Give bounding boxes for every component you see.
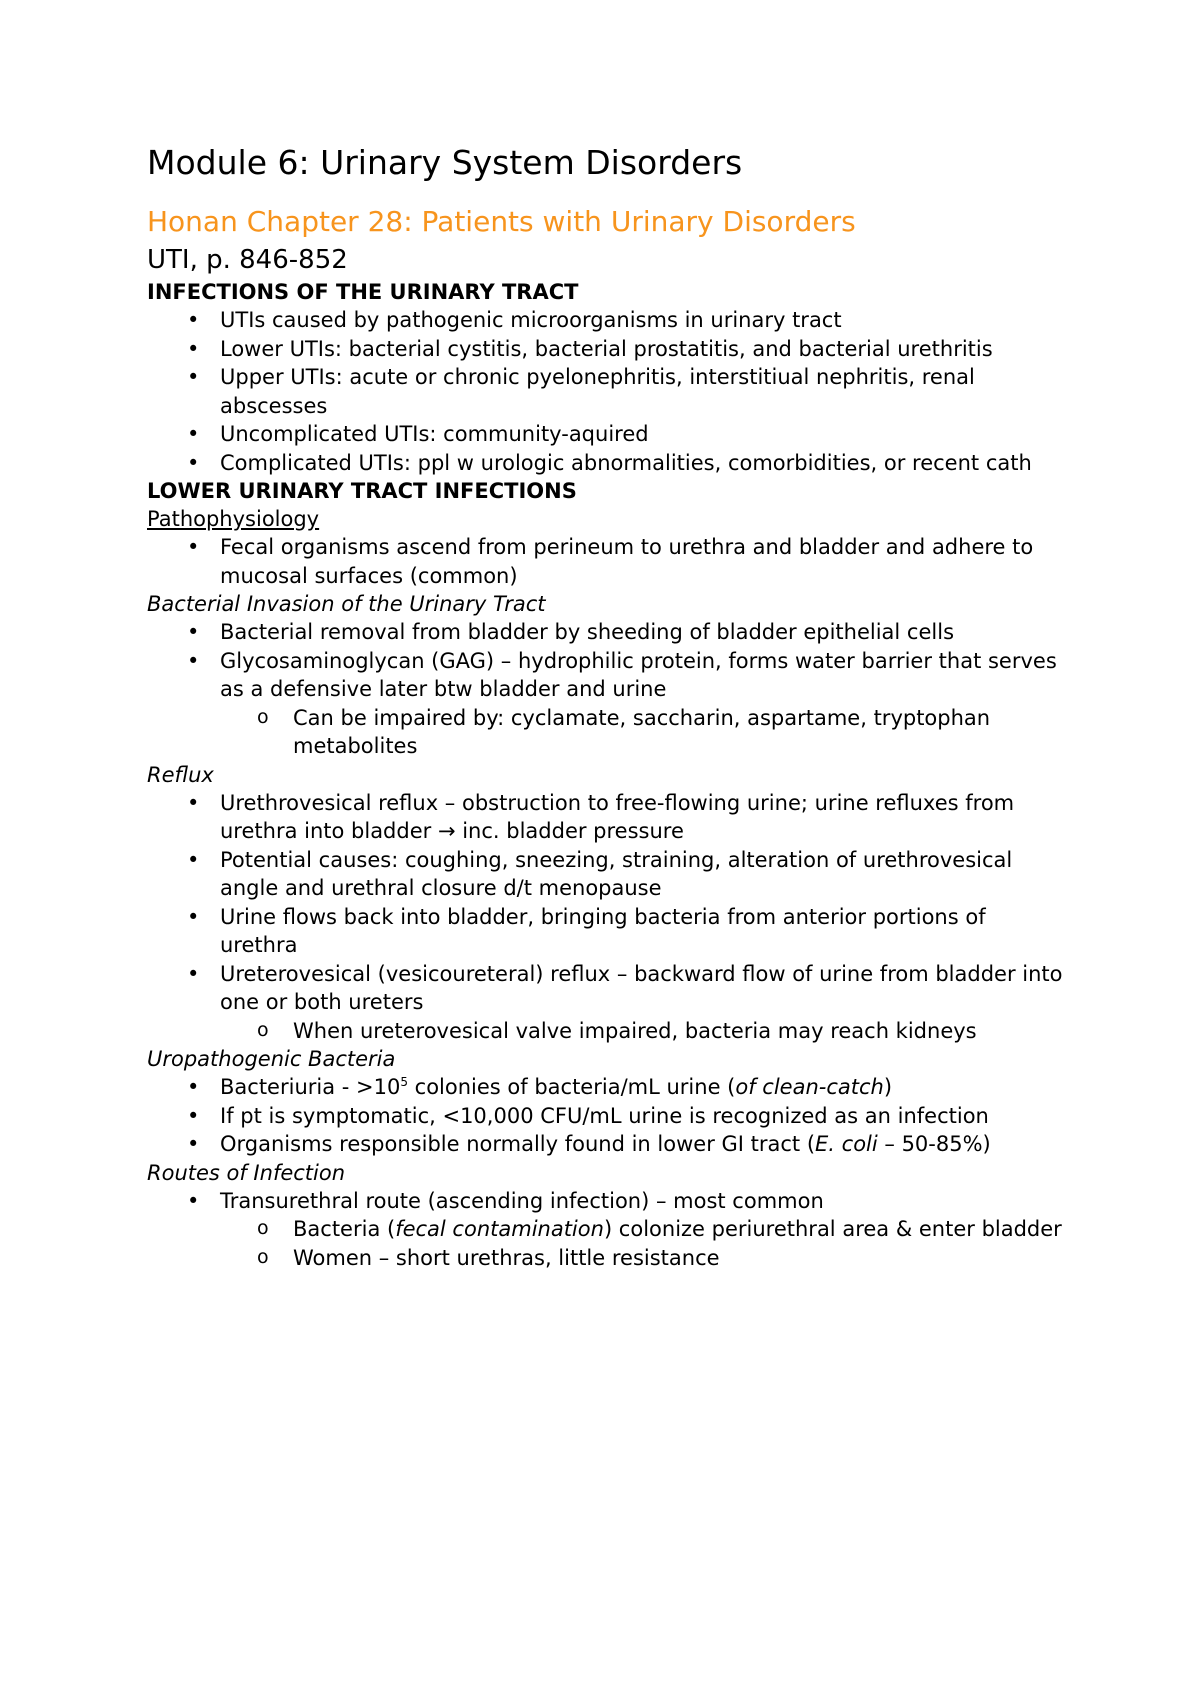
- sub-list: [220, 1017, 1067, 1046]
- list-item: • Transurethral route (ascending infection) – most common o Bacteria (fecal contamination) colonize periurethral area & enter bladder o Women – short urethras, little resistance: [147, 1187, 1067, 1273]
- bullet-icon: •: [187, 365, 200, 389]
- subheading-routes: Routes of Infection: [147, 1160, 346, 1185]
- list-item: • Uncomplicated UTIs: community-aquired: [147, 420, 1067, 449]
- superscript: 5: [400, 1075, 408, 1089]
- bullet-icon: •: [187, 648, 200, 673]
- bullet-icon: •: [187, 620, 200, 644]
- list-item: • Ureterovesical (vesicoureteral) reflux – backward flow of urine from bladder into one or both ureters o When ureterovesical valve impaired, bacteria may reach kidneys: [147, 960, 1067, 1046]
- section-heading-infections: INFECTIONS OF THE URINARY TRACT: [147, 280, 579, 304]
- subheading-uropathogenic: Uropathogenic Bacteria: [147, 1047, 396, 1071]
- list-item: • Organisms responsible normally found in lower GI tract (E. coli – 50-85%): [147, 1130, 1067, 1159]
- chapter-heading: Honan Chapter 28: Patients with Urinary Disorders: [147, 205, 856, 238]
- bullet-icon: •: [187, 450, 200, 475]
- list-item: • Fecal organisms ascend from perineum to urethra and bladder and adhere to mucosal surfaces (common): [187, 535, 1034, 588]
- sub-list-item: o Women – short urethras, little resistance: [220, 1244, 1067, 1273]
- reflux-list: [147, 789, 1067, 1046]
- bullet-icon: •: [187, 535, 200, 559]
- subheading-reflux: Reflux: [147, 762, 214, 787]
- bullet-icon: •: [187, 1132, 200, 1156]
- subtitle: UTI, p. 846-852: [147, 245, 348, 275]
- bullet-icon: •: [187, 336, 200, 361]
- bullet-icon: •: [187, 422, 200, 446]
- list-item: • If pt is symptomatic, <10,000 CFU/mL urine is recognized as an infection: [147, 1102, 1067, 1131]
- sub-list-item: o Bacteria (fecal contamination) colonize periurethral area & enter bladder: [220, 1215, 1067, 1244]
- bullet-icon: •: [187, 847, 200, 872]
- subheading-bacterial-invasion: Bacterial Invasion of the Urinary Tract: [147, 592, 546, 616]
- list-item: • UTIs caused by pathogenic microorganisms in urinary tract: [147, 306, 1067, 335]
- pathophysiology-list: [147, 533, 1067, 590]
- bullet-icon: •: [187, 961, 200, 986]
- invasion-list: [147, 618, 1067, 761]
- sub-list: [220, 704, 1067, 761]
- sub-bullet-icon: o: [257, 1018, 269, 1041]
- list-item: • Urethrovesical reflux – obstruction to free-flowing urine; urine refluxes from urethra into bladder → inc. bladder pressure: [187, 790, 1015, 843]
- sub-bullet-icon: o: [257, 705, 269, 728]
- list-item: • Potential causes: coughing, sneezing, straining, alteration of urethrovesical angle and urethral closure d/t menopause: [187, 847, 1013, 900]
- document-page: [147, 138, 1067, 1272]
- list-item: • Urine flows back into bladder, bringing bacteria from anterior portions of urethra: [187, 904, 986, 957]
- list-item: • Lower UTIs: bacterial cystitis, bacterial prostatitis, and bacterial urethritis: [147, 335, 1067, 364]
- bullet-icon: •: [187, 1075, 200, 1099]
- uropathogenic-list: [147, 1073, 1067, 1159]
- routes-list: [147, 1187, 1067, 1273]
- list-item: • Upper UTIs: acute or chronic pyelonephritis, interstitiual nephritis, renal abscesses: [187, 365, 975, 418]
- bullet-icon: •: [187, 904, 200, 929]
- sub-list-item: o Can be impaired by: cyclamate, saccharin, aspartame, tryptophan metabolites: [220, 704, 1067, 761]
- list-item: • Glycosaminoglycan (GAG) – hydrophilic protein, forms water barrier that serves as a defensive later btw bladder and urine o Can be impaired by: cyclamate, saccharin, aspartame, tryptophan metabolites: [147, 647, 1067, 761]
- bullet-icon: •: [187, 308, 200, 332]
- list-item: • Complicated UTIs: ppl w urologic abnormalities, comorbidities, or recent cath: [147, 449, 1067, 478]
- sub-bullet-icon: o: [257, 1217, 269, 1239]
- sub-list-item: o When ureterovesical valve impaired, bacteria may reach kidneys: [220, 1017, 1067, 1046]
- bullet-icon: •: [187, 1103, 200, 1128]
- list-item: • Bacteriuria - $>10^5$ colonies of bacteria/mL urine (of clean-catch): [147, 1073, 1067, 1102]
- subheading-pathophysiology: Pathophysiology: [147, 507, 320, 531]
- sub-list: [220, 1215, 1067, 1272]
- sub-bullet-icon: o: [257, 1245, 269, 1268]
- bullet-icon: •: [187, 1188, 200, 1213]
- page-title: Module 6: Urinary System Disorders: [147, 143, 743, 182]
- bullet-icon: •: [187, 790, 200, 815]
- section-heading-lower: LOWER URINARY TRACT INFECTIONS: [147, 479, 577, 503]
- infections-list: [147, 306, 1067, 477]
- list-item: • Bacterial removal from bladder by sheeding of bladder epithelial cells: [147, 618, 1067, 647]
